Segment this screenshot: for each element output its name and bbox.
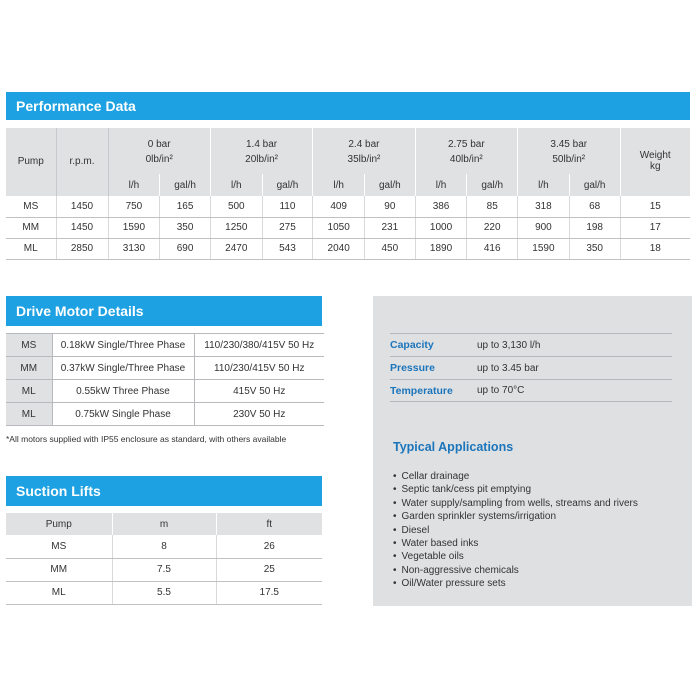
unit-lh-header: l/h	[415, 174, 467, 196]
table-row	[6, 535, 322, 558]
list-item: • Water based inks	[393, 537, 638, 550]
unit-galh-header: gal/h	[569, 174, 620, 196]
motor-code-cell: ML	[6, 380, 52, 403]
suction-pump-header: Pump	[6, 513, 112, 535]
spec-value: up to 3,130 l/h	[477, 339, 541, 351]
value-cell: 3130	[108, 238, 160, 259]
value-cell: 543	[262, 238, 313, 259]
unit-galh-header: gal/h	[365, 174, 416, 196]
motor-footnote: *All motors supplied with IP55 enclosure as standard, with others available	[6, 434, 287, 444]
weight-cell: 15	[620, 196, 690, 217]
unit-galh-header: gal/h	[262, 174, 313, 196]
spec-key: Capacity	[390, 339, 434, 351]
motor-desc-cell: 0.55kW Three Phase	[52, 380, 194, 403]
value-cell: 198	[569, 217, 620, 238]
list-item: • Water supply/sampling from wells, streams and rivers	[393, 497, 638, 510]
rpm-cell: 1450	[56, 217, 108, 238]
drive-motor-table	[6, 333, 324, 426]
unit-lh-header: l/h	[518, 174, 570, 196]
value-cell: 1890	[415, 238, 467, 259]
pump-column-header: Pump	[6, 128, 56, 196]
value-cell: 386	[415, 196, 467, 217]
table-row	[6, 403, 324, 426]
suction-m-cell: 7.5	[112, 558, 216, 581]
value-cell: 1050	[313, 217, 365, 238]
spec-key: Temperature	[390, 384, 453, 397]
suction-ft-header: ft	[216, 513, 322, 535]
list-item: • Cellar drainage	[393, 470, 638, 483]
weight-unit-label: kg	[649, 161, 661, 172]
table-row	[6, 217, 690, 238]
suction-pump-cell: ML	[6, 581, 112, 604]
motor-voltage-cell: 110/230/415V 50 Hz	[194, 357, 324, 380]
pump-cell: MM	[6, 217, 56, 238]
pump-cell: ML	[6, 238, 56, 259]
table-row	[6, 334, 324, 357]
unit-galh-header: gal/h	[467, 174, 518, 196]
table-row	[6, 558, 322, 581]
value-cell: 231	[365, 217, 416, 238]
suction-ft-cell: 25	[216, 558, 322, 581]
value-cell: 416	[467, 238, 518, 259]
value-cell: 1590	[518, 238, 570, 259]
value-cell: 409	[313, 196, 365, 217]
value-cell: 2040	[313, 238, 365, 259]
rpm-column-header: r.p.m.	[56, 128, 108, 196]
value-cell: 220	[467, 217, 518, 238]
spec-row	[390, 333, 672, 356]
applications-list	[393, 470, 638, 591]
spec-value: up to 70°C	[477, 385, 525, 396]
list-item: • Diesel	[393, 524, 638, 537]
weight-cell: 17	[620, 217, 690, 238]
value-cell: 1000	[415, 217, 467, 238]
performance-data-heading: Performance Data	[6, 92, 690, 120]
rpm-cell: 1450	[56, 196, 108, 217]
specification-panel	[373, 296, 692, 606]
pump-cell: MS	[6, 196, 56, 217]
value-cell: 2470	[210, 238, 262, 259]
suction-lifts-heading: Suction Lifts	[6, 476, 322, 506]
spec-list	[390, 333, 672, 402]
value-cell: 500	[210, 196, 262, 217]
table-row	[6, 357, 324, 380]
table-row	[6, 238, 690, 259]
value-cell: 90	[365, 196, 416, 217]
spec-row	[390, 356, 672, 379]
value-cell: 750	[108, 196, 160, 217]
suction-m-header: m	[112, 513, 216, 535]
motor-voltage-cell: 110/230/380/415V 50 Hz	[194, 334, 324, 357]
motor-desc-cell: 0.75kW Single Phase	[52, 403, 194, 426]
list-item: • Septic tank/cess pit emptying	[393, 483, 638, 496]
suction-ft-cell: 17.5	[216, 581, 322, 604]
suction-ft-cell: 26	[216, 535, 322, 558]
value-cell: 450	[365, 238, 416, 259]
pressure-bar-header: 1.4 bar	[210, 128, 312, 152]
motor-desc-cell: 0.37kW Single/Three Phase	[52, 357, 194, 380]
pressure-bar-header: 2.4 bar	[313, 128, 415, 152]
weight-cell: 18	[620, 238, 690, 259]
weight-label: Weight	[639, 150, 671, 161]
unit-lh-header: l/h	[313, 174, 365, 196]
table-row	[6, 196, 690, 217]
performance-table	[6, 128, 690, 260]
pressure-psi-header: 0lb/in²	[108, 152, 210, 174]
suction-pump-cell: MS	[6, 535, 112, 558]
list-item: • Non-aggressive chemicals	[393, 564, 638, 577]
motor-code-cell: MM	[6, 357, 52, 380]
spec-key: Pressure	[390, 362, 435, 374]
motor-code-cell: ML	[6, 403, 52, 426]
value-cell: 1250	[210, 217, 262, 238]
list-item: • Vegetable oils	[393, 550, 638, 563]
value-cell: 68	[569, 196, 620, 217]
pressure-bar-header: 0 bar	[108, 128, 210, 152]
weight-column-header	[620, 128, 690, 196]
rpm-cell: 2850	[56, 238, 108, 259]
typical-applications-heading: Typical Applications	[393, 440, 514, 454]
value-cell: 350	[569, 238, 620, 259]
value-cell: 275	[262, 217, 313, 238]
value-cell: 110	[262, 196, 313, 217]
pressure-bar-header: 3.45 bar	[518, 128, 621, 152]
motor-voltage-cell: 415V 50 Hz	[194, 380, 324, 403]
drive-motor-heading: Drive Motor Details	[6, 296, 322, 326]
pressure-psi-header: 20lb/in²	[210, 152, 312, 174]
table-row	[6, 380, 324, 403]
pressure-bar-header: 2.75 bar	[415, 128, 517, 152]
value-cell: 318	[518, 196, 570, 217]
unit-galh-header: gal/h	[160, 174, 211, 196]
table-row	[6, 581, 322, 604]
spec-row	[390, 379, 672, 402]
value-cell: 900	[518, 217, 570, 238]
value-cell: 85	[467, 196, 518, 217]
suction-m-cell: 8	[112, 535, 216, 558]
motor-desc-cell: 0.18kW Single/Three Phase	[52, 334, 194, 357]
value-cell: 350	[160, 217, 211, 238]
value-cell: 1590	[108, 217, 160, 238]
pressure-psi-header: 50lb/in²	[518, 152, 621, 174]
unit-lh-header: l/h	[210, 174, 262, 196]
value-cell: 690	[160, 238, 211, 259]
value-cell: 165	[160, 196, 211, 217]
list-item: • Garden sprinkler systems/irrigation	[393, 510, 638, 523]
motor-code-cell: MS	[6, 334, 52, 357]
list-item: • Oil/Water pressure sets	[393, 577, 638, 590]
motor-voltage-cell: 230V 50 Hz	[194, 403, 324, 426]
suction-m-cell: 5.5	[112, 581, 216, 604]
suction-pump-cell: MM	[6, 558, 112, 581]
pressure-psi-header: 40lb/in²	[415, 152, 517, 174]
unit-lh-header: l/h	[108, 174, 160, 196]
suction-lifts-table	[6, 513, 322, 605]
spec-value: up to 3.45 bar	[477, 362, 539, 374]
pressure-psi-header: 35lb/in²	[313, 152, 415, 174]
